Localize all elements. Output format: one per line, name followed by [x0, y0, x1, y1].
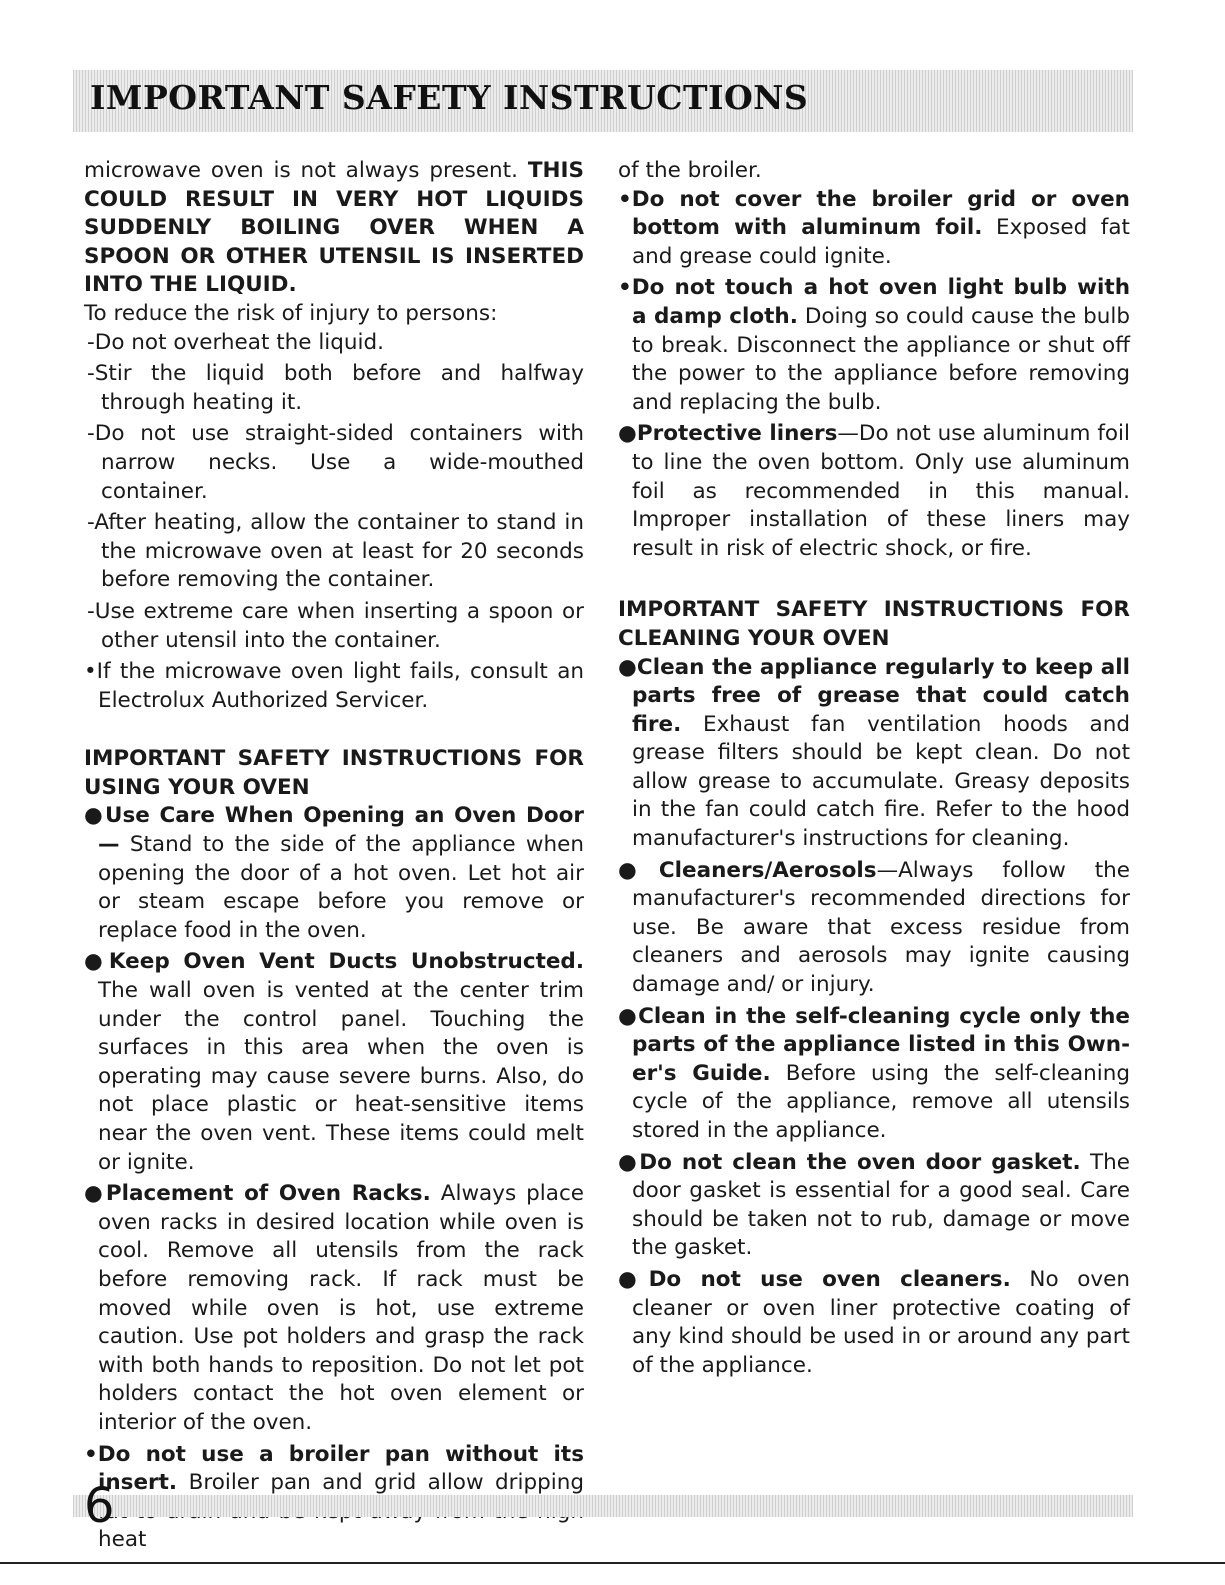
- bottom-rule: [0, 1562, 1225, 1564]
- bullet-text: —Always follow the manufacturer's recommended directions for use. Be aware that excess residue from cleaners and aerosols may ignite causing damage and/ or injury.: [632, 857, 1130, 998]
- dash-item: -Stir the liquid both before and halfway through heating it.: [87, 361, 584, 415]
- bullet-item: [618, 420, 1130, 563]
- bullet-item: [618, 186, 1130, 272]
- bullet-text: —Do not use aluminum foil to line the oven bottom. Only use aluminum foil as recommended in this manual. Improper installation of these liners may result in risk of electric shock, or fire.: [632, 421, 1131, 561]
- dash-item: -Do not use straight-sided containers with narrow necks. Use a wide-mouthed container.: [87, 421, 584, 504]
- bullet-item: [84, 802, 584, 945]
- bullet-icon: •: [84, 1441, 98, 1467]
- bullet-bold: Do not use oven cleaners.: [648, 1266, 1011, 1292]
- bullet-bold: Use Care When Opening an Oven Door—: [98, 803, 584, 858]
- bullet-text: Broiler pan and grid allow dripping heat: [98, 1470, 585, 1553]
- bullet-item: [84, 948, 584, 1177]
- bullet-text: Stand to the side of the appliance when opening the door of a hot oven. Let hot air or steam escape before you remove or replace food in the oven.: [98, 832, 584, 943]
- bullet-item: [618, 1149, 1130, 1263]
- bullet-bold: Clean the appliance regularly to keep all parts free of grease that could catch fire.: [632, 654, 1130, 737]
- bullet-item: [618, 1266, 1130, 1380]
- bullet-item: [618, 1003, 1130, 1146]
- reduce-risk-text: To reduce the risk of injury to persons:: [84, 300, 498, 326]
- bullet-bold: Cleaners/Aerosols: [658, 857, 877, 883]
- section-heading-cleaning-oven: IMPORTANT SAFETY INSTRUCTIONS FOR CLEANING YOUR OVEN: [618, 597, 1130, 651]
- bullet-text: Exhaust fan ventilation hoods and grease filters should be kept clean. Do not allow grease to accumulate. Greasy deposits in the fan could catch fire. Refer to the hood manufacturer's instructions for cleaning.: [632, 711, 1130, 852]
- bullet-text: Doing so could cause the bulb to break. Disconnect the appliance or shut off the power to the appliance before removing and replacing the bulb.: [632, 303, 1131, 415]
- bullet-bold: Do not touch a hot oven light bulb with a damp cloth.: [631, 275, 1130, 329]
- dash-item: -Do not overheat the liquid.: [87, 329, 385, 355]
- page-title: IMPORTANT SAFETY INSTRUCTIONS: [90, 78, 809, 117]
- bullet-bold: Clean in the self-cleaning cycle only the parts of the appliance listed in this Own-er's Guide.: [632, 1003, 1130, 1086]
- bullet-icon: ●: [618, 857, 659, 883]
- bullet-icon: ●: [84, 1181, 106, 1207]
- bullet-item: [618, 654, 1130, 854]
- bullet-text: The door gasket is essential for a good seal. Care should be taken not to rub, damage or move the gasket.: [632, 1149, 1130, 1261]
- left-column: [84, 157, 584, 1558]
- dash-item: -After heating, allow the container to stand in the microwave oven at least for 20 seconds before removing the container.: [87, 510, 584, 593]
- light-fails-text: •If the microwave oven light fails, consult an Electrolux Authorized Servicer.: [84, 659, 584, 713]
- bullet-text: Before using the self-cleaning cycle of the appliance, remove all utensils stored in the appliance.: [632, 1060, 1130, 1143]
- continuation-text: of the broiler.: [618, 158, 762, 183]
- bullet-icon: ●: [618, 421, 637, 447]
- bullet-icon: ●: [618, 654, 637, 680]
- bullet-text: Exposed fat and grease could ignite.: [632, 215, 1130, 269]
- bullet-bold: Protective liners: [636, 421, 838, 447]
- intro-warning: THIS COULD RESULT IN VERY HOT LIQUIDS SUDDENLY BOILING OVER WHEN A SPOON OR OTHER UTENSIL IS INSERTED INTO THE LIQUID.: [84, 158, 585, 298]
- intro-text: microwave oven is not always present.: [84, 158, 518, 183]
- bullet-bold: Do not cover the broiler grid or oven bottom with aluminum foil.: [631, 186, 1130, 241]
- page-number: 6: [84, 1478, 115, 1534]
- bullet-text: The wall oven is vented at the center trim under the control panel. Touching the surfaces in this area when the oven is operating may cause severe burns. Also, do not place plastic or heat-sensitive items near the oven vent. These items could melt or ignite.: [98, 978, 584, 1175]
- bullet-item: [618, 857, 1130, 1000]
- bullet-icon: ●: [618, 1149, 640, 1175]
- bullet-icon: ●: [84, 803, 105, 829]
- bullet-icon: ●: [618, 1266, 649, 1292]
- bullet-item: [84, 1180, 584, 1437]
- bullet-bold: Keep Oven Vent Ducts Unobstructed.: [108, 949, 584, 975]
- footer-band: [73, 1495, 1133, 1517]
- bullet-bold: Do not clean the oven door gasket.: [639, 1149, 1081, 1175]
- bullet-text: Always place oven racks in desired location while oven is cool. Remove all utensils from the rack before removing rack. If rack must be moved while oven is hot, use extreme caution. Use pot holders and grasp the rack with both hands to reposition. Do not let pot holders contact the hot oven element or interior of the oven.: [98, 1181, 584, 1435]
- bullet-bold: Do not use a broiler pan without its insert.: [97, 1441, 584, 1496]
- bullet-icon: ●: [84, 949, 109, 975]
- right-column: [618, 157, 1130, 1383]
- bullet-icon: ●: [618, 1003, 639, 1029]
- bullet-bold: Placement of Oven Racks.: [105, 1181, 431, 1207]
- bullet-icon: •: [618, 186, 632, 212]
- section-heading-using-oven: IMPORTANT SAFETY INSTRUCTIONS FOR USING YOUR OVEN: [84, 746, 584, 800]
- bullet-text: No oven cleaner or oven liner protective coating of any kind should be used in or around any part of the appliance.: [632, 1266, 1130, 1378]
- bullet-item: [618, 274, 1130, 417]
- dash-item: -Use extreme care when inserting a spoon or other utensil into the container.: [87, 598, 584, 653]
- bullet-icon: •: [618, 275, 632, 301]
- intro-paragraph: [84, 157, 584, 300]
